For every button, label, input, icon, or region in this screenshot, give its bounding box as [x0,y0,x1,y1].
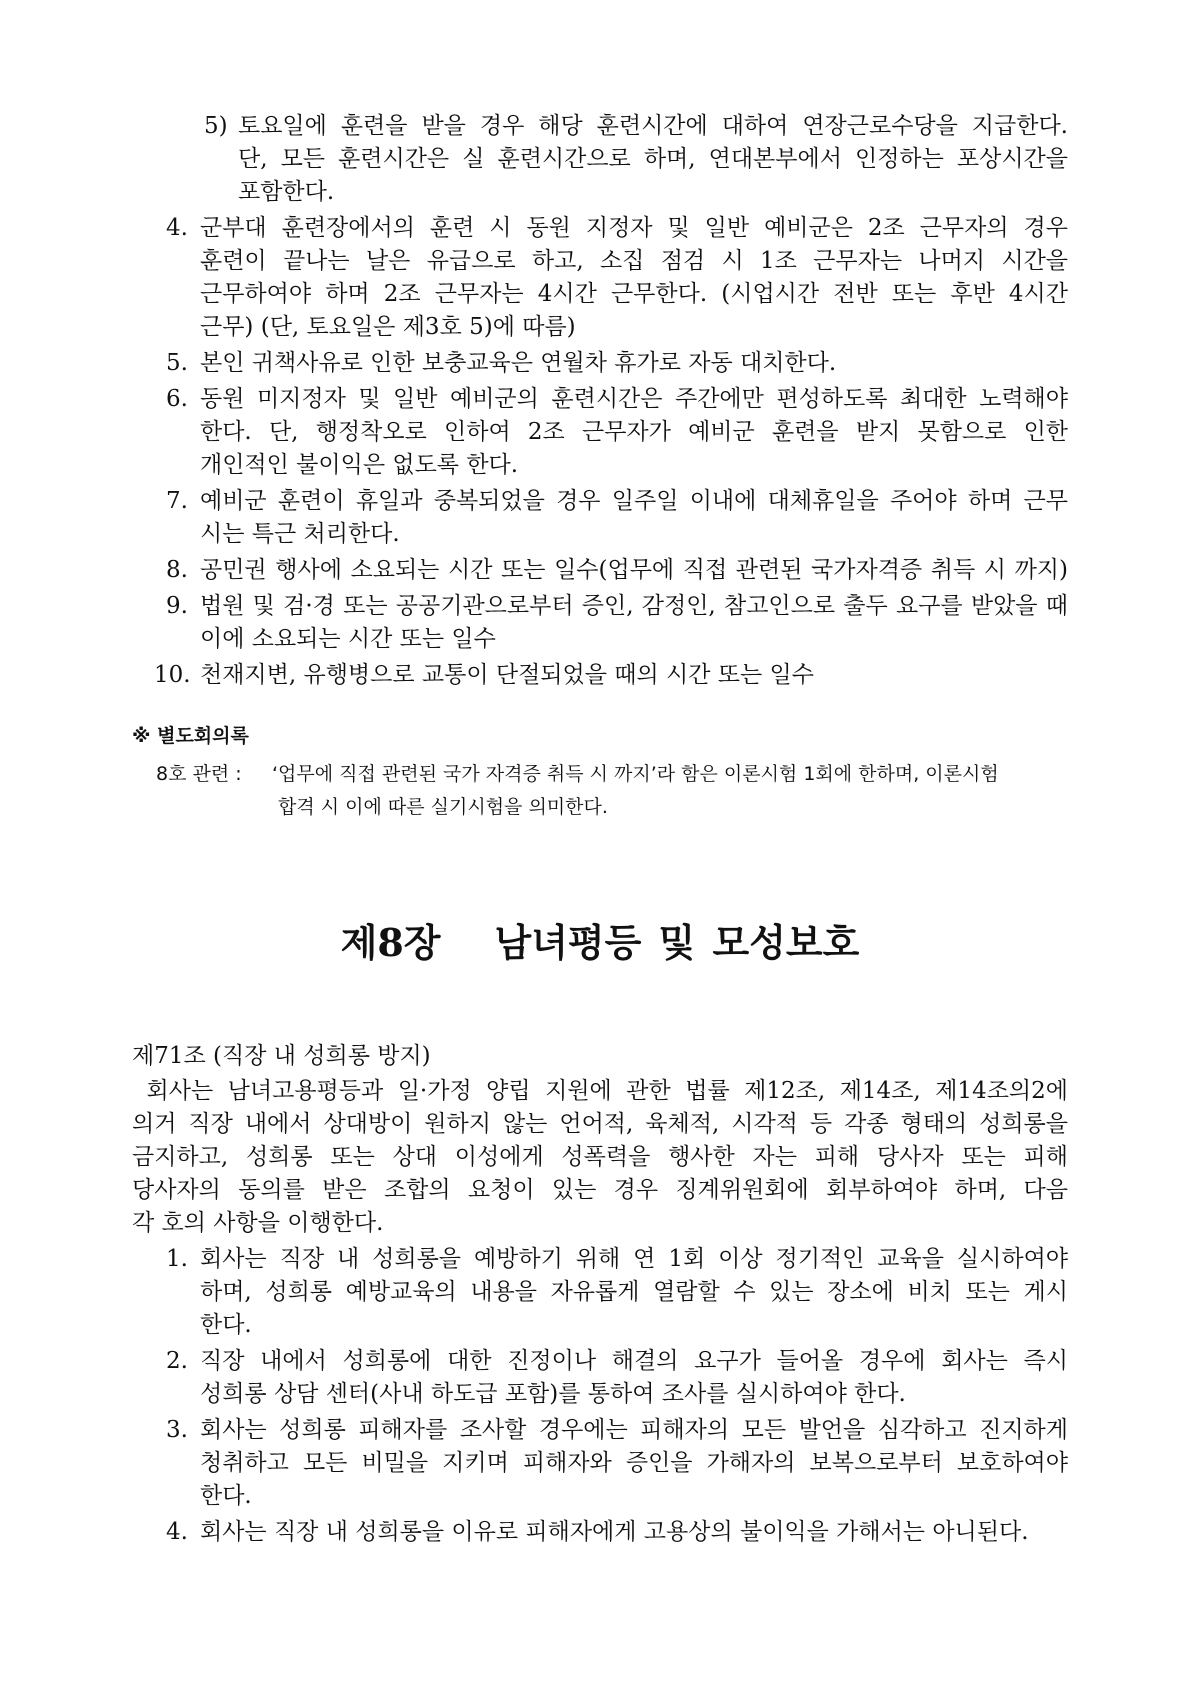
list-item-text: 천재지변, 유행병으로 교통이 단절되었을 때의 시간 또는 일수 [200,662,814,688]
article-paragraph-line: 당사자의 동의를 받은 조합의 요청이 있는 경우 징계위원회에 회부하여야 하며, 다음 [132,1177,1068,1203]
article-paragraph-line: 의거 직장 내에서 상대방이 원하지 않는 언어적, 육체적, 시각적 등 각종 형태의 성희롱을 [132,1111,1068,1137]
list-item-text: 성희롱 상담 센터(사내 하도급 포함)를 통하여 조사를 실시하여야 한다. [200,1381,906,1407]
note-heading: ※ 별도회의록 [132,725,249,747]
list-item-text: 토요일에 훈련을 받을 경우 해당 훈련시간에 대하여 연장근로수당을 지급한다. [238,113,1068,139]
list-item-number: 4. [166,1519,188,1545]
list-item-number: 1. [166,1246,188,1272]
article-paragraph-line: 회사는 남녀고용평등과 일·가정 양립 지원에 관한 법률 제12조, 제14조, 제14조의2에 [132,1078,1068,1104]
list-item-text: 하며, 성희롱 예방교육의 내용을 자유롭게 열람할 수 있는 장소에 비치 또는 게시 [200,1279,1068,1305]
list-item-number: 8. [166,557,188,583]
note-text: 합격 시 이에 따른 실기시험을 의미한다. [278,796,608,818]
list-item-number: 4. [166,215,188,241]
article-paragraph-line: 각 호의 사항을 이행한다. [132,1210,384,1236]
list-item-text: 청취하고 모든 비밀을 지키며 피해자와 증인을 가해자의 보복으로부터 보호하여야 [200,1450,1068,1476]
list-item-text: 본인 귀책사유로 인한 보충교육은 연월차 휴가로 자동 대치한다. [200,350,837,376]
chapter-title: 남녀평등 및 모성보호 [494,920,860,965]
chapter-number: 제8장 [340,920,441,965]
list-item-text: 회사는 직장 내 성희롱을 예방하기 위해 연 1회 이상 정기적인 교육을 실시하여야 [200,1246,1068,1272]
list-item-number: 5. [166,350,188,376]
list-item-text: 포함한다. [238,179,335,205]
list-item-text: 회사는 성희롱 피해자를 조사할 경우에는 피해자의 모든 발언을 심각하고 진지하게 [200,1417,1068,1443]
list-item-text: 훈련이 끝나는 날은 유급으로 하고, 소집 점검 시 1조 근무자는 나머지 시간을 [200,248,1068,274]
list-item-number: 5) [204,113,228,139]
list-item-text: 직장 내에서 성희롱에 대한 진정이나 해결의 요구가 들어올 경우에 회사는 즉시 [200,1348,1068,1374]
list-item-text: 근무하여야 하며 2조 근무자는 4시간 근무한다. (시업시간 전반 또는 후반 4시간 [200,281,1068,307]
article-paragraph-line: 금지하고, 성희롱 또는 상대 이성에게 성폭력을 행사한 자는 피해 당사자 또는 피해 [132,1144,1068,1170]
list-item-text: 동원 미지정자 및 일반 예비군의 훈련시간은 주간에만 편성하도록 최대한 노력해야 [200,386,1068,412]
article-heading: 제71조 (직장 내 성희롱 방지) [132,1043,431,1069]
list-item-text: 한다. 단, 행정착오로 인하여 2조 근무자가 예비군 훈련을 받지 못함으로 인한 [200,419,1068,445]
note-text: ‘업무에 직접 관련된 국가 자격증 취득 시 까지’라 함은 이론시험 1회에 한하며, 이론시험 [272,763,999,785]
list-item-text: 예비군 훈련이 휴일과 중복되었을 경우 일주일 이내에 대체휴일을 주어야 하며 근무 [200,488,1068,514]
list-item-text: 단, 모든 훈련시간은 실 훈련시간으로 하며, 연대본부에서 인정하는 포상시간을 [238,146,1068,172]
list-item-text: 군부대 훈련장에서의 훈련 시 동원 지정자 및 일반 예비군은 2조 근무자의 경우 [200,215,1068,241]
list-item-text: 이에 소요되는 시간 또는 일수 [200,626,496,652]
list-item-number: 10. [154,662,191,688]
list-item-number: 2. [166,1348,188,1374]
list-item-text: 한다. [200,1312,252,1338]
list-item-text: 회사는 직장 내 성희롱을 이유로 피해자에게 고용상의 불이익을 가해서는 아니된다. [200,1519,1029,1545]
list-item-text: 공민권 행사에 소요되는 시간 또는 일수(업무에 직접 관련된 국가자격증 취득 시 까지) [200,557,1068,583]
list-item-text: 개인적인 불이익은 없도록 한다. [200,452,519,478]
list-item-number: 7. [166,488,188,514]
list-item-text: 시는 특근 처리한다. [200,521,400,547]
list-item-number: 3. [166,1417,188,1443]
note-label: 8호 관련 : [156,763,242,785]
chapter-heading [0,918,1200,968]
list-item-text: 근무) (단, 토요일은 제3호 5)에 따름) [200,314,576,340]
list-item-number: 6. [166,386,188,412]
list-item-number: 9. [166,593,188,619]
list-item-text: 법원 및 검·경 또는 공공기관으로부터 증인, 감정인, 참고인으로 출두 요구를 받았을 때 [200,593,1068,619]
list-item-text: 한다. [200,1483,252,1509]
